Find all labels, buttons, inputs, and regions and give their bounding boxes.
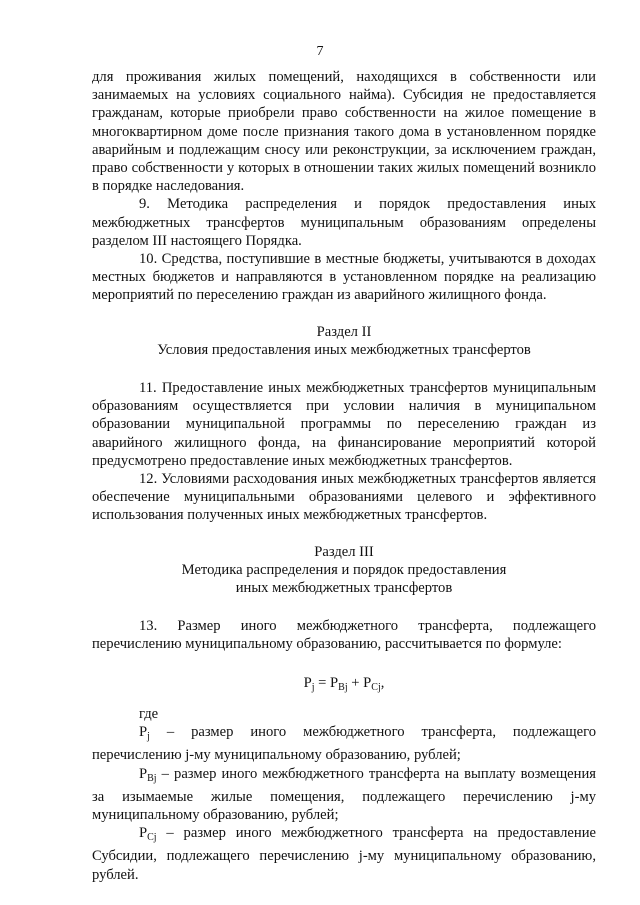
formula-term1-sub: Bj [338,681,348,693]
formula [92,674,596,697]
definition-pcj-symbol: P [139,825,148,842]
paragraph-12: 12. Условиями расходования иных межбюджетных трансфертов является обеспечение муниципальными образованиями целевого и эффективного использования полученных иных межбюджетных трансфертов. [92,471,596,524]
paragraph-9: 9. Методика распределения и порядок предоставления иных межбюджетных трансфертов муниципальным образованиям определены разделом III настоящего Порядка. [92,196,596,249]
definition-pbj-sub: Bj [147,772,157,784]
formula-eq: = [314,674,331,691]
paragraph-11: 11. Предоставление иных межбюджетных трансфертов муниципальным образованиям осуществляется при условии наличия в муниципальном образовании муниципальной программы по переселению граждан из аварийного жилищного фонда, на финансирование мероприятий которой предусмотрено предоставление иных межбюджетных трансфертов. [92,380,596,469]
definition-pj [92,723,596,764]
paragraph-10: 10. Средства, поступившие в местные бюджеты, учитываются в доходах местных бюджетов и направляются в установленном порядке на реализацию мероприятий по переселению граждан из аварийного жилищного фонда. [92,251,596,304]
section-3-heading: Раздел III [314,543,374,560]
section-3-title-line1: Методика распределения и порядок предоставления [181,561,507,578]
where-label: где [139,705,159,722]
definition-pcj [92,824,596,884]
formula-term1: P [330,674,339,691]
formula-term2-sub: Cj [371,681,381,693]
formula-end: , [380,674,385,691]
definition-pcj-sub: Cj [147,832,157,844]
definition-pj-symbol: P [139,724,148,741]
section-3-title-line2: иных межбюджетных трансфертов [235,580,453,597]
definition-pbj-symbol: P [139,765,148,782]
formula-term2: P [363,674,372,691]
paragraph-13: 13. Размер иного межбюджетного трансферта, подлежащего перечислению муниципальному образованию, рассчитывается по формуле: [92,618,596,653]
section-2-heading: Раздел II [316,323,372,340]
definition-pcj-text: – размер иного межбюджетного трансферта на предоставление Субсидии, подлежащего перечислению j-му муниципальному образованию, рублей. [92,825,596,883]
definition-pbj [92,765,596,825]
paragraph-continuation: для проживания жилых помещений, находящихся в собственности или занимаемых на условиях социального найма). Субсидия не предоставляется гражданам, которые приобрели право собственности на жилое помещение в многоквартирном доме после признания такого дома в установленном порядке аварийным и подлежащим сносу или реконструкции, за исключением граждан, право собственности у которых в отношении таких жилых помещений возникло в порядке наследования. [92,69,596,195]
definition-pj-text: – размер иного межбюджетного трансферта, подлежащего перечислению j-му муниципальному образованию, рублей; [92,724,596,764]
definition-pj-sub: j [147,731,150,743]
page-number: 7 [316,44,324,59]
section-2-title: Условия предоставления иных межбюджетных трансфертов [157,341,531,358]
formula-lhs-sub: j [311,681,315,693]
formula-plus: + [347,674,364,691]
document-body [92,68,596,884]
definition-pbj-text: – размер иного межбюджетного трансферта на выплату возмещения за изымаемые жилые помещения, подлежащего перечислению j-му муниципальному образованию, рублей; [92,765,596,823]
formula-lhs: P [303,674,312,691]
